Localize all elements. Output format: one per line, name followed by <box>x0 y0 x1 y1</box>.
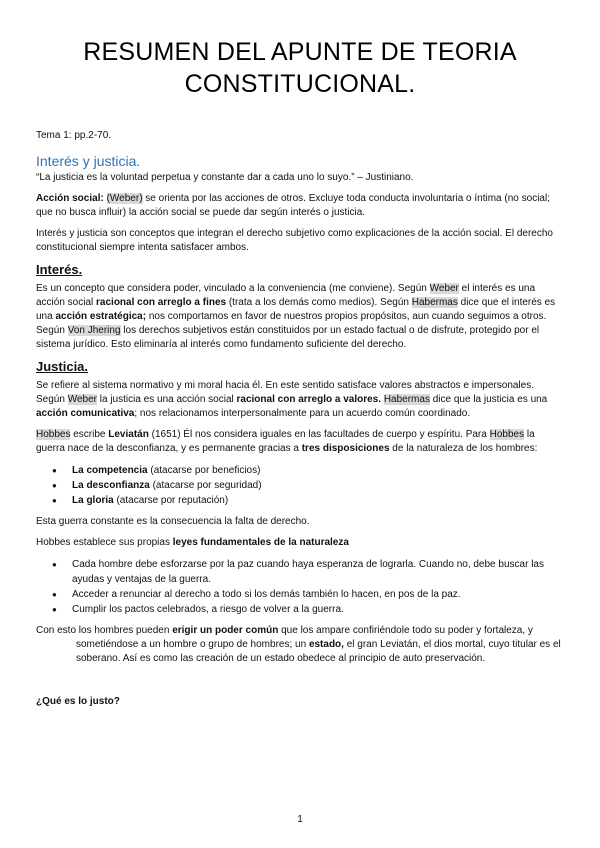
text-run: ; nos relacionamos interpersonalmente para un acuerdo común coordinado. <box>134 408 471 419</box>
bold-term: leyes fundamentales de la naturaleza <box>172 537 349 548</box>
text-run: (atacarse por seguridad) <box>149 480 262 491</box>
accion-social-text: se orienta por las acciones de otros. Excluye toda conducta involuntaria o íntima (no social; que no busca influir) la acción social se puede dar según interés o justicia. <box>36 193 550 218</box>
text-run: nos comportamos en favor de nuestros propios propósitos, aun cuando seguimos a otros. Según <box>36 311 547 336</box>
section-heading-interes: Interés. <box>36 262 83 277</box>
leyes-paragraph <box>36 536 564 550</box>
bold-term: estado, <box>308 639 344 650</box>
bold-term: racional con arreglo a fines <box>96 297 227 308</box>
highlight-weber: (Weber) <box>106 193 143 204</box>
highlight-habermas: Habermas <box>383 394 430 405</box>
text-run: Hobbes establece sus propias <box>36 537 173 548</box>
text-run: Se refiere al sistema normativo y mi moral hacia él. En este sentido satisface valores abstractos e impersonales. Según <box>36 380 534 405</box>
list-item <box>72 463 564 478</box>
text-run: Con esto los hombres pueden <box>36 625 173 636</box>
highlight-hobbes: Hobbes <box>489 429 525 440</box>
document-page <box>36 36 564 707</box>
highlight-weber: Weber <box>67 394 97 405</box>
section-heading-interes-justicia: Interés y justicia. <box>36 153 141 169</box>
text-run: (atacarse por reputación) <box>113 495 229 506</box>
tema-line: Tema 1: pp.2-70. <box>36 130 112 141</box>
highlight-jhering: Von Jhering <box>67 325 121 336</box>
conclusion-paragraph <box>36 624 564 666</box>
text-run: el interés es una acción social <box>36 283 536 308</box>
list-item: ● Cumplir los pactos celebrados, a riesgo de volver a la guerra. <box>72 602 564 617</box>
justiniano-quote: “La justicia es la voluntad perpetua y constante dar a cada uno lo suyo.” – Justiniano. <box>36 172 414 183</box>
text-run: los derechos subjetivos están constituidos por un estado factual o de disfrute, protegido por el sistema jurídico. Esto eliminaría al interés como fundamento suficiente del derecho. <box>36 325 540 350</box>
leyes-list <box>36 557 564 617</box>
list-item <box>72 478 564 493</box>
hobbes-paragraph <box>36 428 564 456</box>
interes-justicia-paragraph: Interés y justicia son conceptos que integran el derecho subjetivo como explicaciones de la acción social. El derecho constitucional siempre intenta satisfacer ambos. <box>36 228 553 253</box>
highlight-weber: Weber <box>429 283 459 294</box>
list-item <box>72 493 564 508</box>
disposiciones-list <box>36 463 564 508</box>
text-run: de la naturaleza de los hombres: <box>389 443 538 454</box>
text-run: la justicia es una acción social <box>96 394 237 405</box>
bold-term: Leviatán <box>108 429 149 440</box>
bold-term: La gloria <box>72 495 114 506</box>
text-run: dice que el interés es una <box>36 297 556 322</box>
text-run: la guerra nace de la desconfianza, y es permanente gracias a <box>36 429 535 454</box>
bold-term: acción comunicativa <box>36 408 135 419</box>
highlight-hobbes: Hobbes <box>36 429 71 440</box>
text-run: el gran Leviatán, el dios mortal, cuyo titular es el soberano. Así es como las creación de un estado obedece al principio de auto preservación. <box>76 639 561 664</box>
question-heading: ¿Qué es lo justo? <box>36 696 120 707</box>
bold-term: acción estratégica; <box>55 311 147 322</box>
text-run: Es un concepto que considera poder, vinculado a la conveniencia (me conviene). Según <box>36 283 430 294</box>
guerra-paragraph: Esta guerra constante es la consecuencia la falta de derecho. <box>36 516 310 527</box>
bold-term: La desconfianza <box>72 480 150 491</box>
accion-social-term: Acción social: <box>36 193 104 204</box>
list-item: ● Cada hombre debe esforzarse por la paz cuando haya esperanza de lograrla. Cuando no, debe buscar las ayudas y ventajas de la guerra. <box>72 557 564 587</box>
document-title: RESUMEN DEL APUNTE DE TEORIA CONSTITUCIONAL. <box>83 38 517 98</box>
bold-term: tres disposiciones <box>301 443 390 454</box>
bold-term: erigir un poder común <box>172 625 279 636</box>
text-run: (atacarse por beneficios) <box>147 465 261 476</box>
bold-term: La competencia <box>72 465 148 476</box>
text-run: (trata a los demás como medios). Según <box>226 297 412 308</box>
text-run: que los ampare confiriéndole todo su poder y fortaleza, y sometiéndose a un hombre o grupo de hombres; un <box>76 625 533 650</box>
bold-term: racional con arreglo a valores. <box>236 394 382 405</box>
text-run: (1651) Él nos considera iguales en las facultades de cuerpo y espíritu. Para <box>148 429 490 440</box>
text-run: escribe <box>70 429 109 440</box>
interes-paragraph <box>36 282 564 352</box>
list-item: ● Acceder a renunciar al derecho a todo si los demás también lo hacen, en pos de la paz. <box>72 587 564 602</box>
highlight-habermas: Habermas <box>411 297 458 308</box>
text-run: dice que la justicia es una <box>429 394 548 405</box>
justicia-paragraph <box>36 379 564 421</box>
section-heading-justicia: Justicia. <box>36 359 89 374</box>
accion-social-paragraph <box>36 192 564 220</box>
page-number: 1 <box>297 814 303 825</box>
